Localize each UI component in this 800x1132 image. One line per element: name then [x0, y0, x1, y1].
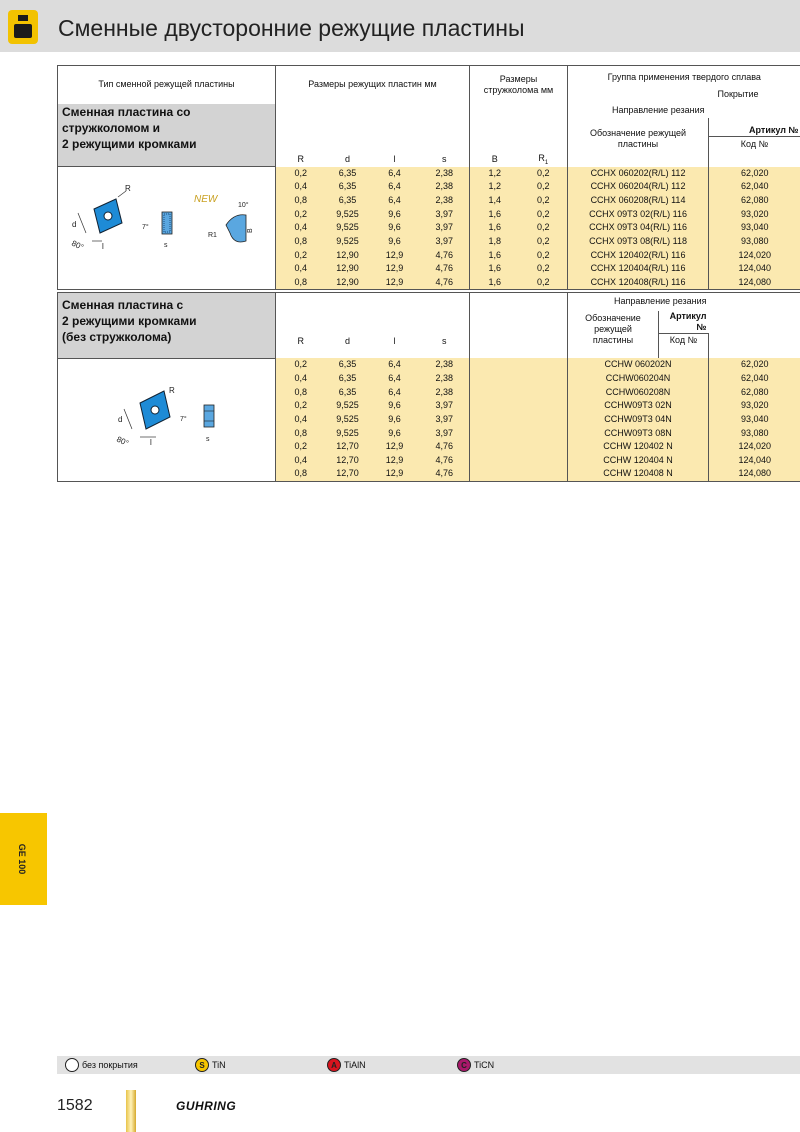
col-s-2: s	[420, 336, 470, 346]
insert-diagram-1	[58, 167, 276, 290]
tialn-circle-icon: A	[327, 1058, 341, 1072]
designation-cell-2: CCHW 060202N	[568, 358, 709, 372]
gold-bar-decoration	[126, 1090, 136, 1132]
insert-side-view-icon-2	[180, 405, 214, 443]
designation-cell: CCHX 060202(R/L) 112	[568, 167, 709, 181]
catalog-logo-icon	[8, 10, 38, 44]
svg-text:7°: 7°	[142, 224, 149, 231]
section-side-tab[interactable]	[0, 813, 47, 905]
col-type-header: Тип сменной режущей пластины	[58, 66, 276, 104]
article-header: Артикул №	[709, 118, 800, 137]
col-r1: $R_1$	[520, 152, 568, 167]
side-tab-label: GE 100	[17, 843, 27, 875]
legend-uncoated: без покрытия	[65, 1058, 138, 1072]
label-l: l	[102, 242, 104, 251]
cut-direction-label: Направление резания	[568, 104, 709, 118]
insert-top-view-icon	[70, 184, 131, 252]
col-dims-header: Размеры режущих пластин мм	[276, 66, 470, 104]
insert-side-view-icon	[142, 212, 172, 249]
cut-direction-label-2: Направление резания	[568, 293, 709, 311]
svg-text:s: s	[206, 435, 210, 443]
col-r: R	[276, 152, 326, 167]
designation-header-2: Обозначение режущей пластины	[568, 311, 659, 349]
svg-text:R1: R1	[208, 232, 217, 239]
designation-header: Обозначение режущей пластины	[568, 118, 709, 152]
uncoated-circle-icon	[65, 1058, 79, 1072]
code-header-2: Код №	[659, 333, 709, 348]
code-header: Код №	[709, 137, 800, 152]
page-number: 1582	[57, 1097, 93, 1114]
coating-legend	[57, 1056, 800, 1074]
section-title-1: Сменная пластина со стружколомом и 2 режущими кромками	[58, 104, 276, 152]
col-breaker-header: Размеры стружколома мм	[470, 66, 568, 104]
col-l-2: l	[370, 336, 420, 346]
svg-text:s: s	[164, 242, 168, 249]
svg-text:B: B	[247, 228, 254, 233]
section-title-2: Сменная пластина с 2 режущими кромками (без стружколома)	[58, 293, 276, 349]
svg-text:80°: 80°	[115, 434, 130, 448]
col-b: B	[470, 152, 520, 167]
header-band	[0, 0, 800, 52]
tin-circle-icon: S	[195, 1058, 209, 1072]
code-cell-2: 62,020	[709, 358, 800, 372]
svg-text:l: l	[150, 437, 152, 447]
insert-diagram-2	[58, 358, 276, 481]
legend-tialn: A TiAlN	[327, 1058, 366, 1072]
col-l: l	[370, 152, 420, 167]
label-r: R	[125, 184, 131, 193]
col-d-2: d	[326, 336, 370, 346]
legend-tin: S TiN	[195, 1058, 226, 1072]
chipbreaker-detail-icon	[208, 201, 254, 242]
legend-ticn: C TiCN	[457, 1058, 494, 1072]
new-badge: NEW	[194, 194, 218, 205]
svg-text:80°: 80°	[70, 238, 85, 252]
label-d: d	[72, 220, 77, 229]
svg-text:d: d	[118, 414, 123, 424]
ticn-circle-icon: C	[457, 1058, 471, 1072]
svg-text:10°: 10°	[238, 202, 249, 209]
page-title: Сменные двусторонние режущие пластины	[58, 15, 525, 41]
insert-top-view-icon-2	[115, 386, 175, 448]
insert-table-without-chipbreaker: Сменная пластина с 2 режущими кромками (без стружколома) Направление резания Обозначение режущей пластины Артикул № Код № R d l s d l R 80° 7° s 0,2 6,35 6,4 2,38 CCHW 060202N 62,020 0,4 6,35 6,4 2,38 CCHW060204N 62,040 0,8 6,35 6,4 2,38 CCHW060208N 62,080 0,2 9,525 9,6 3,97 CCHW09T3 02N 93,020 0,4 9,525 9,6 3,97 CCHW09T3 04N 93,040 0,8 9,525 9,6 3,97 CCHW09T3 08N 93,080 0,2 12,70 12,9 4,76 CCHW 120402 N 124,020 0,4 12,70 12,9 4,76 CCHW 120404 N 124,040 0,8 12,70 12,9 4,76 CCHW 120408 N 124,080	[57, 292, 800, 482]
svg-text:R: R	[169, 385, 175, 395]
col-s: s	[420, 152, 470, 167]
col-r-2: R	[276, 336, 326, 346]
brand-logo: GUHRING	[176, 1099, 237, 1113]
code-cell: 62,020	[709, 167, 800, 181]
article-header-2: Артикул №	[659, 311, 709, 334]
group-cell: Группа применения твердого сплава Покрытие	[568, 66, 800, 104]
insert-table-with-chipbreaker: Тип сменной режущей пластины Размеры режущих пластин мм Размеры стружколома мм Группа применения твердого сплава Покрытие Сменная пластина со стружколомом и 2 режущими кромками Направление резания Обозначение режущей пластины Артикул № Код № R d l s B $R_1$ d l R 80° 7° s 10° R1 B NEW 0,2 6,35 6,4 2,38 1,2 0,2 CCHX 060202(R/L) 112 62,020 0,4 6,35 6,4 2,38 1,2 0,2 CCHX 060204(R/L) 112 62,040 0,8 6,35 6,4 2,38 1,4 0,2 CCHX 060208(R/L) 114 62,080 0,2 9,525 9,6 3,97 1,6 0,2 CCHX 09T3 02(R/L) 116 93,020 0,4 9,525 9,6 3,97 1,6 0,2 CCHX 09T3 04(R/L) 116 93,040 0,8 9,525 9,6 3,97 1,8 0,2 CCHX 09T3 08(R/L) 118 93,080 0,2 12,90 12,9 4,76 1,6 0,2 CCHX 120402(R/L) 116 124,020 0,4 12,90 12,9 4,76 1,6 0,2 CCHX 120404(R/L) 116 124,040 0,8 12,90 12,9 4,76 1,6 0,2 CCHX 120408(R/L) 116 124,080	[57, 65, 800, 290]
col-d: d	[326, 152, 370, 167]
svg-text:7°: 7°	[180, 415, 187, 423]
